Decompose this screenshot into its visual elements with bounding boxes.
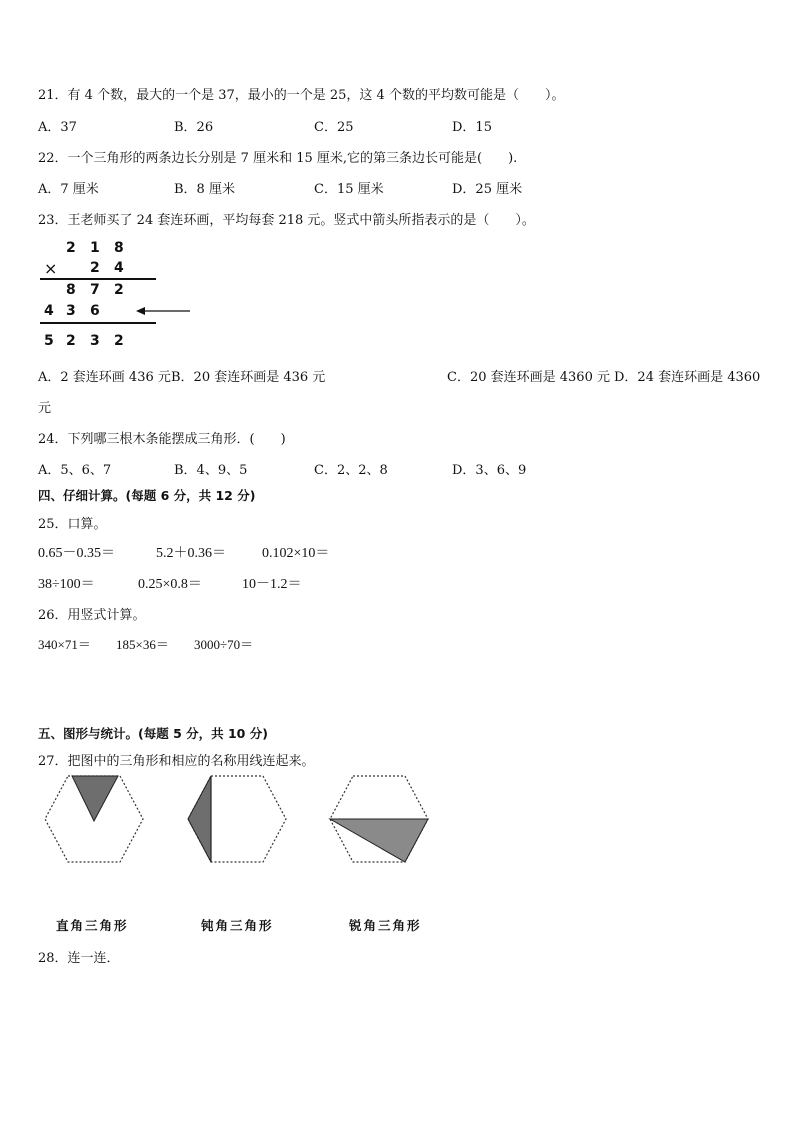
- vertical-calc-item: 185×36＝: [116, 637, 169, 652]
- multiply-sign: ×: [44, 259, 58, 278]
- q24-option-d[interactable]: D．3、6、9: [452, 463, 527, 478]
- q23-option-d[interactable]: D．24 套连环画是 4360: [614, 370, 761, 385]
- q26-stem: 26．用竖式计算。: [38, 608, 146, 623]
- q23-option-a[interactable]: A．2 套连环画 436 元: [38, 370, 171, 385]
- q24-option-a[interactable]: A．5、6、7: [38, 463, 112, 478]
- arrow-left-icon: [134, 304, 192, 318]
- q25-stem: 25．口算。: [38, 517, 107, 532]
- vm-digit: 7: [90, 282, 100, 298]
- hexagon-figure-2: [185, 773, 289, 865]
- vm-digit: 2: [114, 282, 124, 298]
- vm-digit: 5: [44, 333, 54, 349]
- vm-digit: 1: [90, 240, 100, 256]
- q22-option-a[interactable]: A．7 厘米: [38, 182, 99, 197]
- q21-option-b[interactable]: B．26: [174, 120, 214, 135]
- vm-digit: 2: [66, 333, 76, 349]
- vm-underline: [40, 278, 156, 280]
- oral-calc-item: 0.102×10＝: [262, 546, 330, 561]
- q24-option-b[interactable]: B．4、9、5: [174, 463, 248, 478]
- q24-stem: 24．下列哪三根木条能摆成三角形．( ): [38, 432, 286, 447]
- vm-digit: 4: [44, 303, 54, 319]
- q21-option-a[interactable]: A．37: [38, 120, 77, 135]
- q21-option-c[interactable]: C．25: [314, 120, 354, 135]
- vm-digit: 2: [114, 333, 124, 349]
- q28-stem: 28．连一连．: [38, 951, 120, 966]
- vm-digit: 8: [114, 240, 124, 256]
- q22-option-b[interactable]: B．8 厘米: [174, 182, 235, 197]
- q24-option-c[interactable]: C．2、2、8: [314, 463, 388, 478]
- q23-option-b[interactable]: B．20 套连环画是 436 元: [171, 370, 326, 385]
- vm-underline: [40, 322, 156, 324]
- vertical-calc-item: 340×71＝: [38, 637, 91, 652]
- oral-calc-item: 5.2＋0.36＝: [156, 546, 226, 561]
- label-obtuse-triangle[interactable]: 钝角三角形: [201, 918, 274, 933]
- vm-digit: 3: [66, 303, 76, 319]
- q22-option-d[interactable]: D．25 厘米: [452, 182, 523, 197]
- section-4-title: 四、仔细计算。(每题 6 分，共 12 分): [38, 488, 256, 503]
- vm-digit: 8: [66, 282, 76, 298]
- oral-calc-item: 10－1.2＝: [242, 577, 302, 592]
- label-right-triangle[interactable]: 直角三角形: [56, 918, 129, 933]
- q27-stem: 27．把图中的三角形和相应的名称用线连起来。: [38, 754, 315, 769]
- q23-option-c[interactable]: C．20 套连环画是 4360 元: [447, 370, 610, 385]
- vm-digit: 2: [90, 260, 100, 276]
- vertical-calc-item: 3000÷70＝: [194, 637, 254, 652]
- vm-digit: 3: [90, 333, 100, 349]
- q21-option-d[interactable]: D．15: [452, 120, 492, 135]
- vm-digit: 4: [114, 260, 124, 276]
- oral-calc-item: 38÷100＝: [38, 577, 95, 592]
- hexagon-figure-3: [327, 773, 431, 865]
- vm-digit: 2: [66, 240, 76, 256]
- section-5-title: 五、图形与统计。(每题 5 分，共 10 分): [38, 726, 268, 741]
- oral-calc-item: 0.25×0.8＝: [138, 577, 202, 592]
- vm-digit: 6: [90, 303, 100, 319]
- label-acute-triangle[interactable]: 锐角三角形: [349, 918, 422, 933]
- q22-stem: 22．一个三角形的两条边长分别是 7 厘米和 15 厘米,它的第三条边长可能是( ).: [38, 151, 518, 166]
- oral-calc-item: 0.65－0.35＝: [38, 546, 115, 561]
- q23-stem: 23．王老师买了 24 套连环画，平均每套 218 元。竖式中箭头所指表示的是（ ）。: [38, 213, 535, 228]
- hexagon-figure-1: [42, 773, 146, 865]
- q22-option-c[interactable]: C．15 厘米: [314, 182, 384, 197]
- q23-option-d-wrap: 元: [38, 401, 52, 416]
- q21-stem: 21．有 4 个数，最大的一个是 37，最小的一个是 25，这 4 个数的平均数可能是（ ）。: [38, 88, 565, 103]
